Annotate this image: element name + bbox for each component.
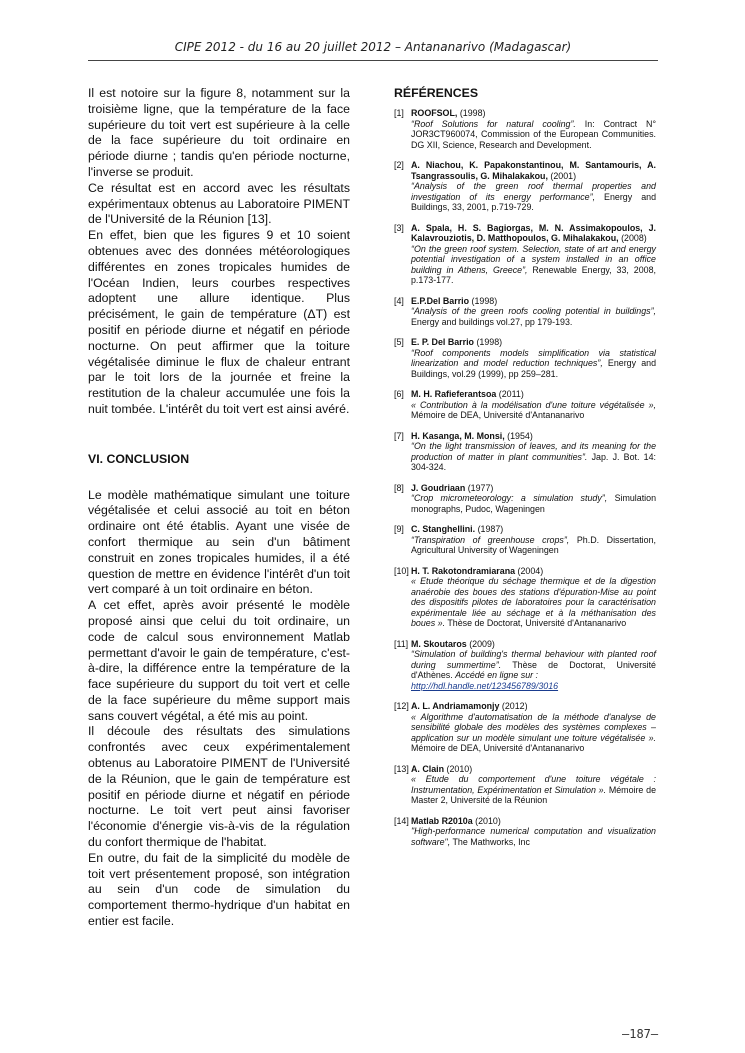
reference-link[interactable]: http://hdl.handle.net/123456789/3016 — [411, 680, 559, 691]
section-title-conclusion: VI. CONCLUSION — [88, 451, 190, 466]
reference-authors: Matlab R2010a — [411, 815, 473, 826]
reference-year: (2009) — [466, 638, 495, 649]
reference-year: (1954) — [504, 430, 533, 441]
reference-title: « Etude du comportement d'une toiture végétale : Instrumentation, Expérimentation et Simulation ». — [411, 774, 656, 795]
reference-number: [6] — [394, 389, 404, 399]
reference-item — [394, 296, 656, 328]
reference-authors: A. Niachou, K. Papakonstantinou, M. Santamouris, A. Tsangrassoulis, G. Mihalakakou, — [411, 160, 656, 181]
reference-title: “Simulation of building's thermal behaviour with planted roof during summertime”. — [411, 649, 656, 670]
running-header: CIPE 2012 - du 16 au 20 juillet 2012 – Antananarivo (Madagascar) — [174, 40, 572, 54]
reference-year: (2008) — [618, 233, 647, 243]
reference-number: [11] — [394, 638, 409, 649]
reference-number: [14] — [394, 815, 409, 826]
page-number: –187– — [622, 1027, 659, 1041]
reference-authors: E.P.Del Barrio — [411, 295, 470, 306]
reference-number: [10] — [394, 565, 409, 576]
reference-item — [394, 816, 656, 848]
reference-authors: M. H. Rafieferantsoa — [411, 389, 497, 399]
body-paragraph: Il est notoire sur la figure 8, notamment sur la troisième ligne, que la température de la face supérieure du toit vert est supérieure à la celle de la face supérieure du toit ordinaire en période diurne ; tandis qu'en période nocturne, l'inverse se produit. — [88, 86, 350, 179]
reference-authors: M. Skoutaros — [411, 638, 467, 649]
reference-item — [394, 524, 656, 556]
reference-item — [394, 639, 656, 692]
body-paragraph: A cet effet, après avoir présenté le modèle proposé ainsi que celui du toit ordinaire, un code de calcul sous environnement Matlab permettant d'avoir le gain de température, c'est-à-dire, la différence entre la température de la face supérieure du support du toit vert et celle de la face supérieure du même support mais sans couvert végétal, a été mis au point. — [88, 598, 350, 723]
reference-number: [2] — [394, 160, 404, 170]
reference-year: (2004) — [515, 565, 544, 576]
reference-title: « Algorithme d'automatisation de la méthode d'analyse de sensibilité globale des modèles des systèmes complexes – application sur un modèle simulant une toiture végétalisée ». — [411, 711, 656, 743]
reference-year: (2001) — [547, 170, 577, 181]
reference-title: “Transpiration of greenhouse crops”, — [411, 534, 570, 545]
reference-source: Mémoire de DEA, Université d'Antananarivo — [411, 743, 585, 753]
reference-source: Mémoire de Master 2, Université de la Réunion — [411, 784, 657, 805]
reference-authors: H. T. Rakotondramiarana — [411, 565, 516, 576]
reference-source: Ph.D. Dissertation, Agricultural University of Wageningen — [411, 534, 656, 555]
reference-source: Thèse de Doctorat, Université d'Athènes. — [411, 659, 656, 680]
references-title: RÉFÉRENCES — [394, 86, 479, 100]
reference-title: « Contribution à la modélisation d'une toiture végétalisée », — [411, 399, 656, 410]
reference-authors: A. Clain — [411, 763, 445, 774]
body-paragraph: En effet, bien que les figures 9 et 10 soient obtenues avec des données météorologiques différentes en zones tropicales humides de l'Océan Indien, leurs courbes respectives adoptent une allure identique. Plus précisément, le gain de température (ΔT) est positif en période diurne et négatif en période nocturne. On peut affirmer que la toiture végétalisée diminue le flux de chaleur entrant par le toit lors de la journée et freine la restitution de la chaleur accumulée une fois la nuit tombée. L'intérêt du toit vert est ainsi avéré. — [88, 228, 350, 416]
reference-source: Jap. J. Bot. 14: 304-324. — [411, 451, 656, 472]
header-rule — [88, 60, 658, 61]
reference-source: The Mathworks, Inc — [450, 836, 530, 847]
reference-title: “Crop micrometeorology: a simulation study”, — [411, 493, 608, 503]
reference-year: (1998) — [457, 108, 486, 118]
reference-authors: J. Goudriaan — [411, 482, 466, 493]
reference-year: (1998) — [469, 295, 498, 306]
reference-source: Energy and Buildings, 33, 2001, p.719-729. — [411, 191, 656, 212]
reference-source: Energy and buildings vol.27, pp 179-193. — [411, 316, 573, 327]
reference-source: In: Contract N° JOR3CT960074, Commission of the European Communities. DG XII, Science, Research and Development. — [411, 118, 656, 150]
reference-number: [1] — [394, 108, 404, 118]
reference-item — [394, 337, 656, 379]
reference-year: (1977) — [465, 482, 494, 493]
reference-title: “Roof components models simplification via statistical linearization and model reduction techniques”, — [411, 347, 656, 368]
body-paragraph: Il découle des résultats des simulations confrontés avec ceux expérimentalement obtenus au Laboratoire PIMENT de l'Université de la Réunion, que le gain de température est positif en période diurne et négatif en période nocturne. Le toit vert peut ainsi favoriser l'économie d'énergie vis-à-vis de la régulation du confort thermique de l'habitat. — [88, 724, 350, 850]
reference-title: “On the light transmission of leaves, and its meaning for the production of matter in plant communities”. — [411, 441, 656, 462]
reference-item — [394, 108, 656, 150]
reference-number: [9] — [394, 524, 404, 534]
reference-item — [394, 160, 656, 213]
reference-year: (1987) — [475, 524, 504, 534]
reference-item — [394, 566, 656, 629]
reference-year: (1998) — [473, 337, 503, 347]
reference-source: Renewable Energy, 33, 2008, p.173-177. — [411, 264, 656, 285]
reference-authors: H. Kasanga, M. Monsi, — [411, 430, 505, 441]
reference-authors: E. P. Del Barrio — [411, 337, 474, 347]
reference-title: “Analysis of the green roof thermal properties and investigation of its energy performance”, — [411, 181, 656, 202]
reference-item — [394, 389, 656, 421]
reference-year: (2010) — [472, 815, 501, 826]
reference-year: (2012) — [499, 701, 528, 711]
reference-title: "High-performance numerical computation and visualization software", — [411, 826, 656, 847]
reference-title: “Roof Solutions for natural cooling”. — [411, 118, 576, 129]
left-column — [88, 86, 350, 930]
reference-number: [4] — [394, 295, 404, 306]
reference-authors: A. Spala, H. S. Bagiorgas, M. N. Assimakopoulos, J. Kalavrouziotis, D. Matthopoulos, G. Mihalakakou, — [411, 222, 656, 243]
reference-item — [394, 483, 656, 515]
body-paragraph: Ce résultat est en accord avec les résultats expérimentaux obtenus au Laboratoire PIMENT de l'Université de la Réunion [13]. — [88, 180, 350, 227]
reference-authors: A. L. Andriamamonjy — [411, 701, 500, 711]
reference-number: [8] — [394, 482, 404, 493]
references-column — [394, 86, 656, 857]
reference-number: [13] — [394, 763, 409, 774]
reference-number: [7] — [394, 430, 404, 441]
reference-number: [3] — [394, 222, 404, 233]
reference-year: (2010) — [444, 763, 473, 774]
reference-number: [5] — [394, 337, 404, 347]
reference-source: Thèse de Doctorat, Université d'Antananarivo — [445, 618, 627, 628]
reference-access-note: Accédé en ligne sur : — [455, 670, 539, 680]
reference-authors: C. Stanghellini. — [411, 524, 476, 534]
reference-year: (2011) — [496, 389, 524, 399]
reference-item — [394, 431, 656, 473]
reference-title: “Analysis of the green roofs cooling potential in buildings”, — [411, 306, 656, 316]
reference-authors: ROOFSOL, — [411, 108, 458, 118]
reference-item — [394, 764, 656, 806]
reference-source: Energy and Buildings, vol.29 (1999), pp 259–281. — [411, 358, 656, 379]
body-paragraph: Le modèle mathématique simulant une toiture végétalisée et celui associé au toit en béton ordinaire ont été établis. Ayant une visée de confort thermique au sein d'un bâtiment construit en zones tropicales humides, il a été question de mettre en évidence l'intérêt d'un toit vert comparé à un toit ordinaire en béton. — [88, 487, 350, 597]
body-paragraph: En outre, du fait de la simplicité du modèle de toit vert présentement proposé, son intégration au sein d'un code de simulation du comportement thermo-hydrique d'un habitat en entier est facile. — [88, 850, 350, 929]
reference-item — [394, 223, 656, 286]
reference-item — [394, 701, 656, 754]
reference-title: « Etude théorique du séchage thermique et de la digestion anaérobie des boues des stations d'épuration-Mise au point des dispositifs pilotes de laboratoires pour la caractérisation expérimentale liée au séchage et à la méthanisation des boues ». — [411, 576, 656, 628]
reference-source: Mémoire de DEA, Université d'Antananarivo — [411, 410, 585, 420]
reference-number: [12] — [394, 701, 409, 711]
reference-title: “On the green roof system. Selection, state of art and energy potential investigation of a system installed in an office building in Athens, Greece”, — [411, 243, 656, 275]
reference-source: Simulation monographs, Pudoc, Wageningen — [411, 493, 657, 514]
